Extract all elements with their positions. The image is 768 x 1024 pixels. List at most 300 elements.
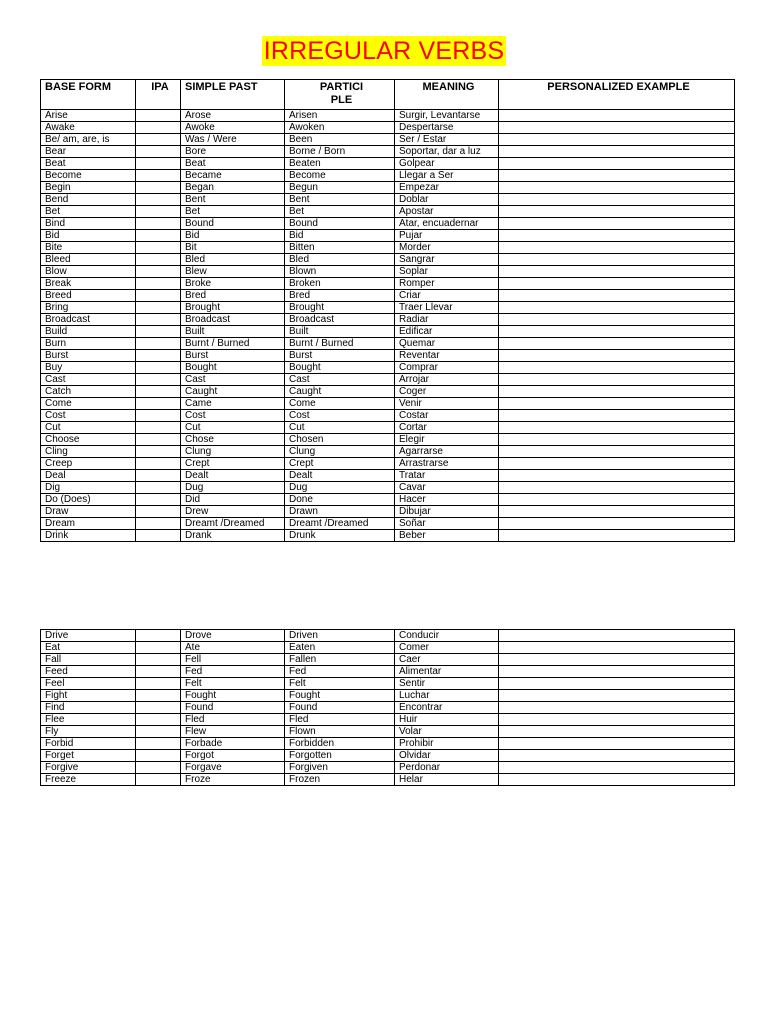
cell-base-form: Creep [41, 458, 136, 470]
cell-meaning: Venir [395, 398, 499, 410]
cell-base-form: Feed [41, 666, 136, 678]
cell-personalized-example [499, 266, 735, 278]
cell-participle: Dealt [285, 470, 395, 482]
cell-simple-past: Fell [181, 654, 285, 666]
cell-ipa [136, 110, 181, 122]
cell-meaning: Soportar, dar a luz [395, 146, 499, 158]
table-row [41, 678, 735, 690]
table-row [41, 158, 735, 170]
header-participle [285, 80, 395, 110]
cell-ipa [136, 146, 181, 158]
cell-simple-past: Bled [181, 254, 285, 266]
cell-ipa [136, 338, 181, 350]
cell-participle: Broadcast [285, 314, 395, 326]
cell-ipa [136, 122, 181, 134]
cell-simple-past: Drank [181, 530, 285, 542]
cell-simple-past: Drove [181, 630, 285, 642]
cell-participle: Burnt / Burned [285, 338, 395, 350]
cell-participle: Become [285, 170, 395, 182]
cell-simple-past: Awoke [181, 122, 285, 134]
cell-ipa [136, 702, 181, 714]
cell-simple-past: Ate [181, 642, 285, 654]
cell-meaning: Soñar [395, 518, 499, 530]
cell-ipa [136, 482, 181, 494]
cell-meaning: Luchar [395, 690, 499, 702]
cell-personalized-example [499, 398, 735, 410]
table-row [41, 122, 735, 134]
cell-base-form: Freeze [41, 774, 136, 786]
irregular-verbs-table-1 [40, 79, 735, 542]
cell-simple-past: Forbade [181, 738, 285, 750]
cell-simple-past: Dealt [181, 470, 285, 482]
cell-base-form: Deal [41, 470, 136, 482]
table-row [41, 666, 735, 678]
cell-personalized-example [499, 714, 735, 726]
cell-meaning: Beber [395, 530, 499, 542]
cell-simple-past: Fed [181, 666, 285, 678]
cell-personalized-example [499, 194, 735, 206]
cell-participle: Cast [285, 374, 395, 386]
cell-base-form: Dig [41, 482, 136, 494]
table-row [41, 242, 735, 254]
cell-ipa [136, 410, 181, 422]
table-row [41, 434, 735, 446]
cell-participle: Fed [285, 666, 395, 678]
cell-meaning: Arrastrarse [395, 458, 499, 470]
cell-simple-past: Broke [181, 278, 285, 290]
cell-meaning: Huir [395, 714, 499, 726]
cell-personalized-example [499, 750, 735, 762]
cell-meaning: Despertarse [395, 122, 499, 134]
table-row [41, 218, 735, 230]
cell-simple-past: Arose [181, 110, 285, 122]
cell-personalized-example [499, 702, 735, 714]
cell-simple-past: Dreamt /Dreamed [181, 518, 285, 530]
cell-ipa [136, 350, 181, 362]
cell-ipa [136, 170, 181, 182]
cell-ipa [136, 470, 181, 482]
cell-base-form: Build [41, 326, 136, 338]
cell-base-form: Be/ am, are, is [41, 134, 136, 146]
title-container [0, 36, 768, 66]
cell-participle: Frozen [285, 774, 395, 786]
cell-personalized-example [499, 470, 735, 482]
cell-meaning: Hacer [395, 494, 499, 506]
cell-participle: Clung [285, 446, 395, 458]
cell-participle: Borne / Born [285, 146, 395, 158]
cell-ipa [136, 642, 181, 654]
cell-participle: Bought [285, 362, 395, 374]
cell-meaning: Comprar [395, 362, 499, 374]
cell-base-form: Bleed [41, 254, 136, 266]
cell-ipa [136, 242, 181, 254]
cell-simple-past: Found [181, 702, 285, 714]
cell-simple-past: Brought [181, 302, 285, 314]
cell-participle: Bid [285, 230, 395, 242]
cell-participle: Beaten [285, 158, 395, 170]
cell-ipa [136, 434, 181, 446]
cell-participle: Burst [285, 350, 395, 362]
cell-meaning: Cavar [395, 482, 499, 494]
cell-participle: Cut [285, 422, 395, 434]
cell-participle: Driven [285, 630, 395, 642]
table-row [41, 266, 735, 278]
cell-base-form: Come [41, 398, 136, 410]
cell-participle: Dug [285, 482, 395, 494]
cell-participle: Begun [285, 182, 395, 194]
cell-ipa [136, 518, 181, 530]
cell-simple-past: Beat [181, 158, 285, 170]
cell-participle: Found [285, 702, 395, 714]
table-row [41, 506, 735, 518]
cell-personalized-example [499, 326, 735, 338]
cell-meaning: Elegir [395, 434, 499, 446]
cell-base-form: Find [41, 702, 136, 714]
table-row [41, 422, 735, 434]
cell-ipa [136, 398, 181, 410]
cell-base-form: Burn [41, 338, 136, 350]
cell-meaning: Romper [395, 278, 499, 290]
cell-base-form: Choose [41, 434, 136, 446]
cell-ipa [136, 494, 181, 506]
cell-personalized-example [499, 338, 735, 350]
table-row [41, 446, 735, 458]
cell-participle: Fallen [285, 654, 395, 666]
cell-ipa [136, 762, 181, 774]
table-row [41, 206, 735, 218]
cell-personalized-example [499, 230, 735, 242]
cell-personalized-example [499, 362, 735, 374]
cell-personalized-example [499, 726, 735, 738]
table-row [41, 530, 735, 542]
cell-ipa [136, 158, 181, 170]
table-row [41, 762, 735, 774]
cell-meaning: Pujar [395, 230, 499, 242]
cell-meaning: Coger [395, 386, 499, 398]
cell-simple-past: Drew [181, 506, 285, 518]
table-row [41, 350, 735, 362]
cell-personalized-example [499, 158, 735, 170]
table-row [41, 314, 735, 326]
header-participle-line2: PLE [330, 94, 353, 106]
cell-simple-past: Became [181, 170, 285, 182]
cell-personalized-example [499, 242, 735, 254]
table-row [41, 302, 735, 314]
cell-base-form: Feel [41, 678, 136, 690]
table-row [41, 714, 735, 726]
cell-base-form: Forgive [41, 762, 136, 774]
table-row [41, 690, 735, 702]
cell-base-form: Break [41, 278, 136, 290]
cell-personalized-example [499, 458, 735, 470]
cell-participle: Drawn [285, 506, 395, 518]
cell-personalized-example [499, 218, 735, 230]
cell-base-form: Fight [41, 690, 136, 702]
cell-meaning: Encontrar [395, 702, 499, 714]
cell-simple-past: Bet [181, 206, 285, 218]
cell-base-form: Catch [41, 386, 136, 398]
cell-meaning: Tratar [395, 470, 499, 482]
cell-base-form: Bid [41, 230, 136, 242]
cell-simple-past: Fought [181, 690, 285, 702]
cell-meaning: Reventar [395, 350, 499, 362]
table-row [41, 362, 735, 374]
cell-base-form: Bite [41, 242, 136, 254]
cell-simple-past: Blew [181, 266, 285, 278]
table-row [41, 182, 735, 194]
cell-personalized-example [499, 506, 735, 518]
table-row [41, 338, 735, 350]
cell-simple-past: Cut [181, 422, 285, 434]
cell-ipa [136, 182, 181, 194]
cell-personalized-example [499, 134, 735, 146]
cell-ipa [136, 362, 181, 374]
cell-ipa [136, 302, 181, 314]
header-meaning: MEANING [395, 80, 499, 110]
cell-ipa [136, 374, 181, 386]
cell-meaning: Dibujar [395, 506, 499, 518]
cell-simple-past: Bound [181, 218, 285, 230]
table-row [41, 518, 735, 530]
cell-simple-past: Crept [181, 458, 285, 470]
cell-simple-past: Built [181, 326, 285, 338]
cell-simple-past: Clung [181, 446, 285, 458]
cell-personalized-example [499, 182, 735, 194]
cell-participle: Awoken [285, 122, 395, 134]
cell-base-form: Eat [41, 642, 136, 654]
cell-base-form: Blow [41, 266, 136, 278]
cell-participle: Flown [285, 726, 395, 738]
cell-ipa [136, 266, 181, 278]
cell-participle: Come [285, 398, 395, 410]
cell-simple-past: Chose [181, 434, 285, 446]
table-row [41, 290, 735, 302]
cell-personalized-example [499, 630, 735, 642]
cell-participle: Done [285, 494, 395, 506]
cell-participle: Forbidden [285, 738, 395, 750]
cell-personalized-example [499, 290, 735, 302]
header-base-form: BASE FORM [41, 80, 136, 110]
table-2-body [41, 630, 735, 786]
cell-personalized-example [499, 254, 735, 266]
cell-meaning: Doblar [395, 194, 499, 206]
cell-base-form: Bind [41, 218, 136, 230]
cell-base-form: Cast [41, 374, 136, 386]
cell-ipa [136, 218, 181, 230]
cell-simple-past: Did [181, 494, 285, 506]
cell-base-form: Fly [41, 726, 136, 738]
table-row [41, 738, 735, 750]
cell-ipa [136, 446, 181, 458]
cell-participle: Chosen [285, 434, 395, 446]
table-row [41, 654, 735, 666]
cell-personalized-example [499, 410, 735, 422]
cell-meaning: Sentir [395, 678, 499, 690]
cell-simple-past: Broadcast [181, 314, 285, 326]
cell-simple-past: Forgot [181, 750, 285, 762]
cell-simple-past: Fled [181, 714, 285, 726]
cell-meaning: Agarrarse [395, 446, 499, 458]
table-row [41, 110, 735, 122]
cell-meaning: Llegar a Ser [395, 170, 499, 182]
cell-base-form: Breed [41, 290, 136, 302]
cell-meaning: Cortar [395, 422, 499, 434]
table-row [41, 726, 735, 738]
table-row [41, 750, 735, 762]
cell-personalized-example [499, 762, 735, 774]
cell-participle: Been [285, 134, 395, 146]
cell-personalized-example [499, 146, 735, 158]
cell-simple-past: Felt [181, 678, 285, 690]
cell-simple-past: Forgave [181, 762, 285, 774]
cell-ipa [136, 278, 181, 290]
cell-simple-past: Cast [181, 374, 285, 386]
table-row [41, 374, 735, 386]
cell-personalized-example [499, 690, 735, 702]
cell-meaning: Morder [395, 242, 499, 254]
cell-personalized-example [499, 446, 735, 458]
cell-base-form: Drive [41, 630, 136, 642]
cell-participle: Fought [285, 690, 395, 702]
cell-participle: Felt [285, 678, 395, 690]
cell-personalized-example [499, 386, 735, 398]
cell-personalized-example [499, 518, 735, 530]
cell-meaning: Olvidar [395, 750, 499, 762]
cell-meaning: Edificar [395, 326, 499, 338]
table-row [41, 134, 735, 146]
cell-personalized-example [499, 206, 735, 218]
cell-meaning: Surgir, Levantarse [395, 110, 499, 122]
table-row [41, 398, 735, 410]
table-row [41, 230, 735, 242]
cell-base-form: Buy [41, 362, 136, 374]
cell-personalized-example [499, 642, 735, 654]
cell-personalized-example [499, 170, 735, 182]
cell-participle: Eaten [285, 642, 395, 654]
cell-meaning: Apostar [395, 206, 499, 218]
cell-personalized-example [499, 678, 735, 690]
cell-base-form: Bring [41, 302, 136, 314]
cell-meaning: Comer [395, 642, 499, 654]
cell-base-form: Flee [41, 714, 136, 726]
cell-ipa [136, 678, 181, 690]
cell-simple-past: Bent [181, 194, 285, 206]
cell-ipa [136, 530, 181, 542]
table-row [41, 642, 735, 654]
table-header-row [41, 80, 735, 110]
cell-personalized-example [499, 302, 735, 314]
cell-base-form: Become [41, 170, 136, 182]
cell-base-form: Draw [41, 506, 136, 518]
cell-simple-past: Dug [181, 482, 285, 494]
cell-meaning: Traer Llevar [395, 302, 499, 314]
cell-ipa [136, 290, 181, 302]
cell-ipa [136, 314, 181, 326]
table-row [41, 254, 735, 266]
cell-ipa [136, 750, 181, 762]
cell-personalized-example [499, 738, 735, 750]
cell-simple-past: Bid [181, 230, 285, 242]
cell-ipa [136, 326, 181, 338]
table-row [41, 386, 735, 398]
cell-simple-past: Froze [181, 774, 285, 786]
table-row [41, 326, 735, 338]
cell-personalized-example [499, 374, 735, 386]
table-row [41, 146, 735, 158]
cell-meaning: Criar [395, 290, 499, 302]
cell-meaning: Volar [395, 726, 499, 738]
cell-simple-past: Was / Were [181, 134, 285, 146]
cell-participle: Broken [285, 278, 395, 290]
cell-participle: Caught [285, 386, 395, 398]
cell-participle: Bitten [285, 242, 395, 254]
table-row [41, 410, 735, 422]
header-participle-line1: PARTICI [319, 81, 364, 93]
cell-base-form: Bend [41, 194, 136, 206]
table-row [41, 482, 735, 494]
cell-base-form: Forbid [41, 738, 136, 750]
cell-base-form: Forget [41, 750, 136, 762]
cell-ipa [136, 386, 181, 398]
cell-participle: Drunk [285, 530, 395, 542]
cell-base-form: Cost [41, 410, 136, 422]
cell-meaning: Prohibir [395, 738, 499, 750]
cell-ipa [136, 134, 181, 146]
table-row [41, 630, 735, 642]
cell-ipa [136, 194, 181, 206]
table-row [41, 470, 735, 482]
cell-participle: Blown [285, 266, 395, 278]
cell-base-form: Awake [41, 122, 136, 134]
cell-simple-past: Bit [181, 242, 285, 254]
cell-meaning: Sangrar [395, 254, 499, 266]
header-personalized-example: PERSONALIZED EXAMPLE [499, 80, 735, 110]
cell-ipa [136, 666, 181, 678]
cell-simple-past: Bred [181, 290, 285, 302]
cell-simple-past: Began [181, 182, 285, 194]
cell-meaning: Arrojar [395, 374, 499, 386]
cell-ipa [136, 738, 181, 750]
cell-base-form: Bet [41, 206, 136, 218]
page-title: IRREGULAR VERBS [263, 37, 505, 65]
table-row [41, 194, 735, 206]
cell-base-form: Cut [41, 422, 136, 434]
cell-simple-past: Burnt / Burned [181, 338, 285, 350]
cell-ipa [136, 690, 181, 702]
cell-meaning: Ser / Estar [395, 134, 499, 146]
cell-participle: Bet [285, 206, 395, 218]
cell-base-form: Burst [41, 350, 136, 362]
table-row [41, 278, 735, 290]
cell-ipa [136, 254, 181, 266]
cell-base-form: Dream [41, 518, 136, 530]
cell-simple-past: Caught [181, 386, 285, 398]
table-row [41, 702, 735, 714]
cell-participle: Arisen [285, 110, 395, 122]
cell-base-form: Fall [41, 654, 136, 666]
header-ipa: IPA [136, 80, 181, 110]
cell-participle: Cost [285, 410, 395, 422]
cell-simple-past: Bought [181, 362, 285, 374]
cell-meaning: Costar [395, 410, 499, 422]
cell-personalized-example [499, 774, 735, 786]
cell-base-form: Bear [41, 146, 136, 158]
cell-ipa [136, 230, 181, 242]
cell-meaning: Conducir [395, 630, 499, 642]
cell-ipa [136, 726, 181, 738]
cell-personalized-example [499, 530, 735, 542]
table-1-body [41, 110, 735, 542]
